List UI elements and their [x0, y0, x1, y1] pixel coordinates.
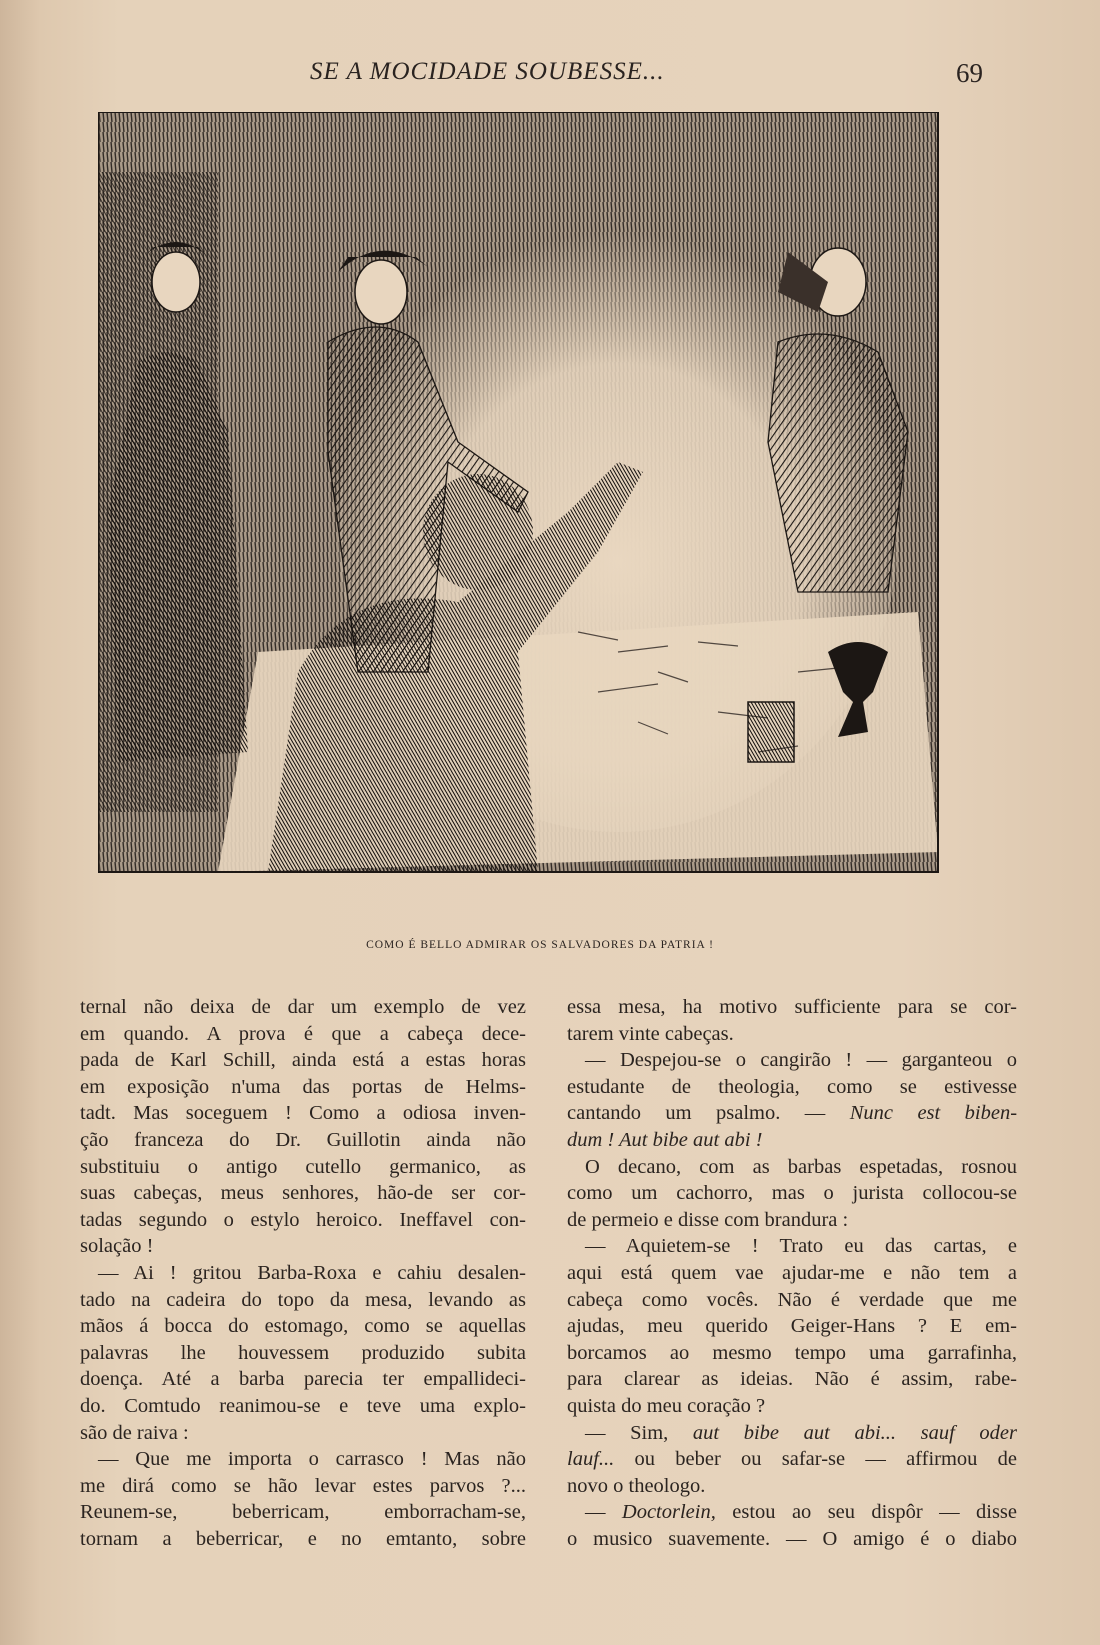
- text-run: ção franceza do Dr. Guillotin ainda não: [80, 1128, 526, 1151]
- text-line: [80, 1260, 526, 1287]
- page-number: 69: [956, 58, 983, 88]
- text-run: ou beber ou safar-se — affirmou de: [634, 1448, 1018, 1471]
- text-line: [567, 1340, 1017, 1367]
- text-run: aqui está quem vae ajudar-me e não tem a: [567, 1261, 1017, 1284]
- text-run: borcamos ao mesmo tempo uma garrafinha,: [567, 1341, 1017, 1364]
- text-line: [567, 1047, 1017, 1074]
- text-run: novo o theologo.: [567, 1474, 706, 1497]
- text-run: — Que me importa o carrasco ! Mas não: [98, 1448, 526, 1471]
- text-run: — Despejou-se o cangirão ! — garganteou o: [585, 1049, 1017, 1072]
- text-run: em quando. A prova é que a cabeça dece-: [80, 1022, 526, 1045]
- text-line: [80, 1233, 526, 1260]
- text-run: tadt. Mas soceguem ! Como a odiosa inven-: [80, 1102, 526, 1125]
- text-line: [567, 1233, 1017, 1260]
- text-run: como um cachorro, mas o jurista collocou-se: [567, 1182, 1017, 1205]
- text-line: [80, 1499, 526, 1526]
- right-text-column: [567, 994, 1017, 1552]
- italic-text: lauf...: [567, 1448, 615, 1471]
- illustration-caption: COMO É BELLO ADMIRAR OS SALVADORES DA PATRIA !: [366, 939, 714, 951]
- text-line: [567, 1446, 1017, 1473]
- text-line: [80, 994, 526, 1021]
- text-line: [80, 1074, 526, 1101]
- text-run: cabeça como vocês. Não é verdade que me: [567, 1288, 1017, 1311]
- text-line: [80, 1127, 526, 1154]
- text-line: [80, 1473, 526, 1500]
- text-run: tado na cadeira do topo da mesa, levando as: [80, 1288, 526, 1311]
- text-line: [567, 1021, 1017, 1048]
- text-run: do. Comtudo reanimou-se e teve uma explo-: [80, 1394, 526, 1417]
- text-line: [567, 1180, 1017, 1207]
- italic-text: aut bibe aut abi... sauf oder: [692, 1421, 1018, 1444]
- text-run: — Sim,: [585, 1421, 669, 1444]
- text-run: estou ao seu dispôr — disse: [732, 1501, 1017, 1524]
- text-run: pada de Karl Schill, ainda está a estas horas: [80, 1049, 526, 1072]
- text-line: [567, 1287, 1017, 1314]
- text-run: — Aquietem-se ! Trato eu das cartas, e: [585, 1235, 1017, 1258]
- text-line: [567, 1526, 1017, 1553]
- text-line: [567, 1100, 1017, 1127]
- text-run: essa mesa, ha motivo sufficiente para se cor-: [567, 996, 1017, 1018]
- text-run: quista do meu coração ?: [567, 1394, 766, 1417]
- text-line: [567, 994, 1017, 1021]
- text-line: [567, 1473, 1017, 1500]
- text-run: tarem vinte cabeças.: [567, 1022, 734, 1045]
- text-run: — Ai ! gritou Barba-Roxa e cahiu desalen-: [98, 1261, 526, 1284]
- text-line: [80, 1393, 526, 1420]
- text-run: suas cabeças, meus senhores, hão-de ser cor-: [80, 1182, 526, 1205]
- text-line: [80, 1366, 526, 1393]
- italic-text: Doctorlein,: [621, 1501, 716, 1524]
- text-line: [567, 1313, 1017, 1340]
- text-line: [80, 1154, 526, 1181]
- engraving-illustration: [98, 112, 982, 912]
- text-line: [80, 1340, 526, 1367]
- text-run: tadas segundo o estylo heroico. Ineffavel con-: [80, 1208, 526, 1231]
- text-line: [567, 1127, 1017, 1154]
- text-line: [567, 1366, 1017, 1393]
- left-text-column: [80, 994, 526, 1552]
- text-line: [80, 1047, 526, 1074]
- text-line: [567, 1499, 1017, 1526]
- text-run: palavras lhe houvessem produzido subita: [80, 1341, 526, 1364]
- text-run: para clarear as ideias. Não é assim, rabe-: [567, 1368, 1017, 1391]
- text-run: me dirá como se hão levar estes parvos ?...: [80, 1474, 526, 1497]
- text-line: [80, 1420, 526, 1447]
- text-run: ajudas, meu querido Geiger-Hans ? E em-: [567, 1315, 1017, 1338]
- text-run: em exposição n'uma das portas de Helms-: [80, 1075, 526, 1098]
- text-line: [567, 1260, 1017, 1287]
- running-title: SE A MOCIDADE SOUBESSE...: [310, 58, 665, 85]
- text-run: O decano, com as barbas espetadas, rosnou: [585, 1155, 1017, 1178]
- text-line: [567, 1207, 1017, 1234]
- text-line: [567, 1074, 1017, 1101]
- text-line: [80, 1180, 526, 1207]
- text-run: mãos á bocca do estomago, como se aquellas: [80, 1315, 526, 1338]
- text-run: substituiu o antigo cutello germanico, as: [80, 1155, 526, 1178]
- text-line: [80, 1313, 526, 1340]
- text-line: [80, 1446, 526, 1473]
- text-line: [567, 1420, 1017, 1447]
- italic-text: dum ! Aut bibe aut abi !: [567, 1128, 763, 1151]
- text-run: cantando um psalmo. —: [567, 1102, 826, 1125]
- text-run: ternal não deixa de dar um exemplo de vez: [80, 996, 526, 1018]
- text-line: [80, 1287, 526, 1314]
- italic-text: Nunc est biben-: [849, 1102, 1018, 1125]
- text-line: [80, 1207, 526, 1234]
- text-run: de permeio e disse com brandura :: [567, 1208, 849, 1231]
- text-run: Reunem-se, beberricam, emborracham-se,: [80, 1501, 526, 1524]
- text-run: —: [585, 1501, 606, 1524]
- text-run: o musico suavemente. — O amigo é o diabo: [567, 1527, 1017, 1550]
- text-run: estudante de theologia, como se estivesse: [567, 1075, 1017, 1098]
- text-line: [567, 1393, 1017, 1420]
- text-line: [80, 1100, 526, 1127]
- text-line: [567, 1154, 1017, 1181]
- text-line: [80, 1021, 526, 1048]
- text-run: são de raiva :: [80, 1421, 189, 1444]
- text-line: [80, 1526, 526, 1553]
- text-run: solação !: [80, 1235, 154, 1258]
- text-run: doença. Até a barba parecia ter empallideci-: [80, 1368, 526, 1391]
- text-run: tornam a beberricar, e no emtanto, sobre: [80, 1527, 526, 1550]
